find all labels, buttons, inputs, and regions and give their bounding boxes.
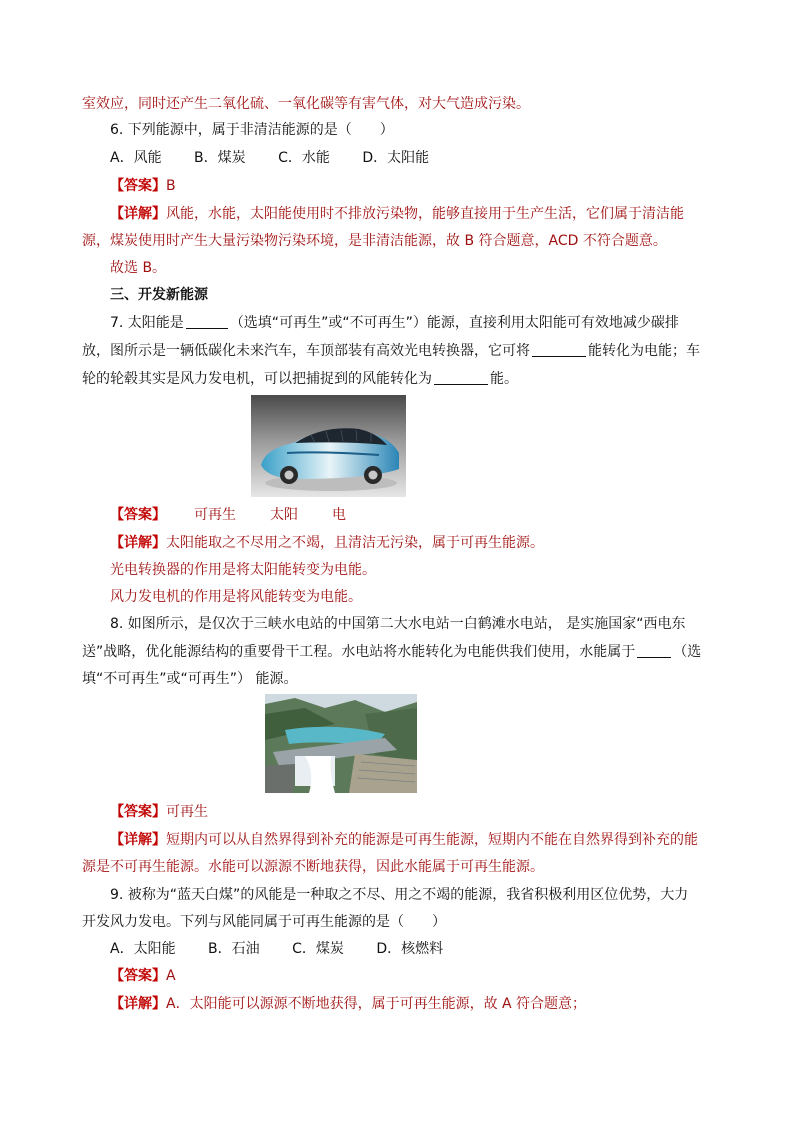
q7-detail-line-1 [110, 533, 544, 553]
q7-answer-3: 电 [332, 507, 346, 523]
q7-detail-line-2: 光电转换器的作用是将太阳能转变为电能。 [110, 562, 376, 578]
q9-option-a: A．太阳能 [110, 941, 176, 957]
q8-detail-text-1: 短期内可以从自然界得到补充的能源是可再生能源，短期内不能在自然界得到补充的能 [166, 832, 698, 848]
detail-tag: 【详解】 [110, 535, 166, 551]
q9-option-b: B．石油 [208, 941, 260, 957]
answer-tag: 【答案】 [110, 178, 166, 194]
q6-option-b: B．煤炭 [194, 150, 246, 166]
q6-detail-line-1 [110, 204, 684, 224]
q8-detail-line-1 [110, 830, 698, 850]
q6-options [110, 148, 429, 168]
q7-text-1a: 7. 太阳能是 [110, 315, 184, 331]
q8-line-2 [82, 642, 701, 662]
q6-option-d: D．太阳能 [362, 150, 430, 166]
q8-line-3: 填“不可再生”或“可再生”） 能源。 [82, 671, 298, 687]
q7-text-2b: 能转化为电能；车 [588, 343, 700, 359]
detail-tag: 【详解】 [110, 996, 166, 1012]
q9-answer [110, 966, 176, 986]
q6-detail-line-2: 源，煤炭使用时产生大量污染物污染环境，是非清洁能源，故 B 符合题意，ACD 不符合题意。 [82, 233, 667, 249]
q6-stem: 6. 下列能源中，属于非清洁能源的是（ ） [110, 122, 394, 138]
q9-detail-text-1: A．太阳能可以源源不断地获得，属于可再生能源，故 A 符合题意； [166, 996, 587, 1012]
q6-answer-value: B [166, 178, 176, 194]
q9-option-d: D．核燃料 [376, 941, 444, 957]
q7-line-1 [110, 313, 679, 333]
q5-explanation-tail: 室效应，同时还产生二氧化硫、一氧化碳等有害气体，对大气造成污染。 [82, 96, 530, 112]
q6-option-a: A．风能 [110, 150, 162, 166]
detail-tag: 【详解】 [110, 206, 166, 222]
q7-answer-2: 太阳 [270, 507, 298, 523]
q6-detail-text-1: 风能，水能，太阳能使用时不排放污染物，能够直接用于生产生活，它们属于清洁能 [166, 206, 684, 222]
q9-line-1: 9. 被称为“蓝天白煤”的风能是一种取之不尽、用之不竭的能源，我省积极利用区位优势，大力 [110, 887, 689, 903]
section-heading: 三、开发新能源 [110, 287, 208, 303]
q7-answer-1: 可再生 [194, 507, 236, 523]
q7-blank-3 [434, 370, 488, 385]
q7-blank-2 [532, 342, 586, 357]
answer-tag: 【答案】 [110, 507, 166, 523]
q7-blank-1 [186, 314, 228, 329]
q6-option-c: C．水能 [278, 150, 330, 166]
q8-text-2a: 送”战略，优化能源结构的重要骨干工程。水电站将水能转化为电能供我们使用，水能属于 [82, 644, 636, 660]
q7-detail-text-1: 太阳能取之不尽用之不竭，且清洁无污染，属于可再生能源。 [166, 535, 544, 551]
q7-detail-line-3: 风力发电机的作用是将风能转变为电能。 [110, 589, 362, 605]
q9-line-2: 开发风力发电。下列与风能同属于可再生能源的是（ ） [82, 914, 446, 930]
q6-answer [110, 176, 176, 196]
q7-text-3b: 能。 [490, 371, 518, 387]
q9-answer-value: A [166, 968, 176, 984]
q6-detail-line-3: 故选 B。 [110, 260, 167, 276]
q9-options [110, 939, 443, 959]
q7-text-2a: 放，图所示是一辆低碳化未来汽车，车顶部装有高效光电转换器，它可将 [82, 343, 530, 359]
answer-tag: 【答案】 [110, 804, 166, 820]
q8-answer [110, 802, 208, 822]
q8-answer-value: 可再生 [166, 804, 208, 820]
q8-detail-line-2: 源是不可再生能源。水能可以源源不断地获得，因此水能属于可再生能源。 [82, 859, 544, 875]
q7-text-3a: 轮的轮毂其实是风力发电机，可以把捕捉到的风能转化为 [82, 371, 432, 387]
q7-text-1b: （选填“可再生”或“不可再生”）能源，直接利用太阳能可有效地减少碳排 [229, 315, 679, 331]
detail-tag: 【详解】 [110, 832, 166, 848]
solar-car-image [251, 395, 406, 497]
answer-tag: 【答案】 [110, 968, 166, 984]
q8-blank [637, 643, 671, 658]
hydropower-dam-image [265, 694, 417, 793]
q8-line-1: 8. 如图所示，是仅次于三峡水电站的中国第二大水电站一白鹤滩水电站， 是实施国家“西电东 [110, 616, 686, 632]
q9-detail-line-1 [110, 994, 586, 1014]
q7-line-3 [82, 369, 518, 389]
q9-option-c: C．煤炭 [292, 941, 344, 957]
q7-line-2 [82, 341, 700, 361]
q8-text-2b: （选 [673, 644, 702, 660]
q7-answer [110, 505, 346, 525]
